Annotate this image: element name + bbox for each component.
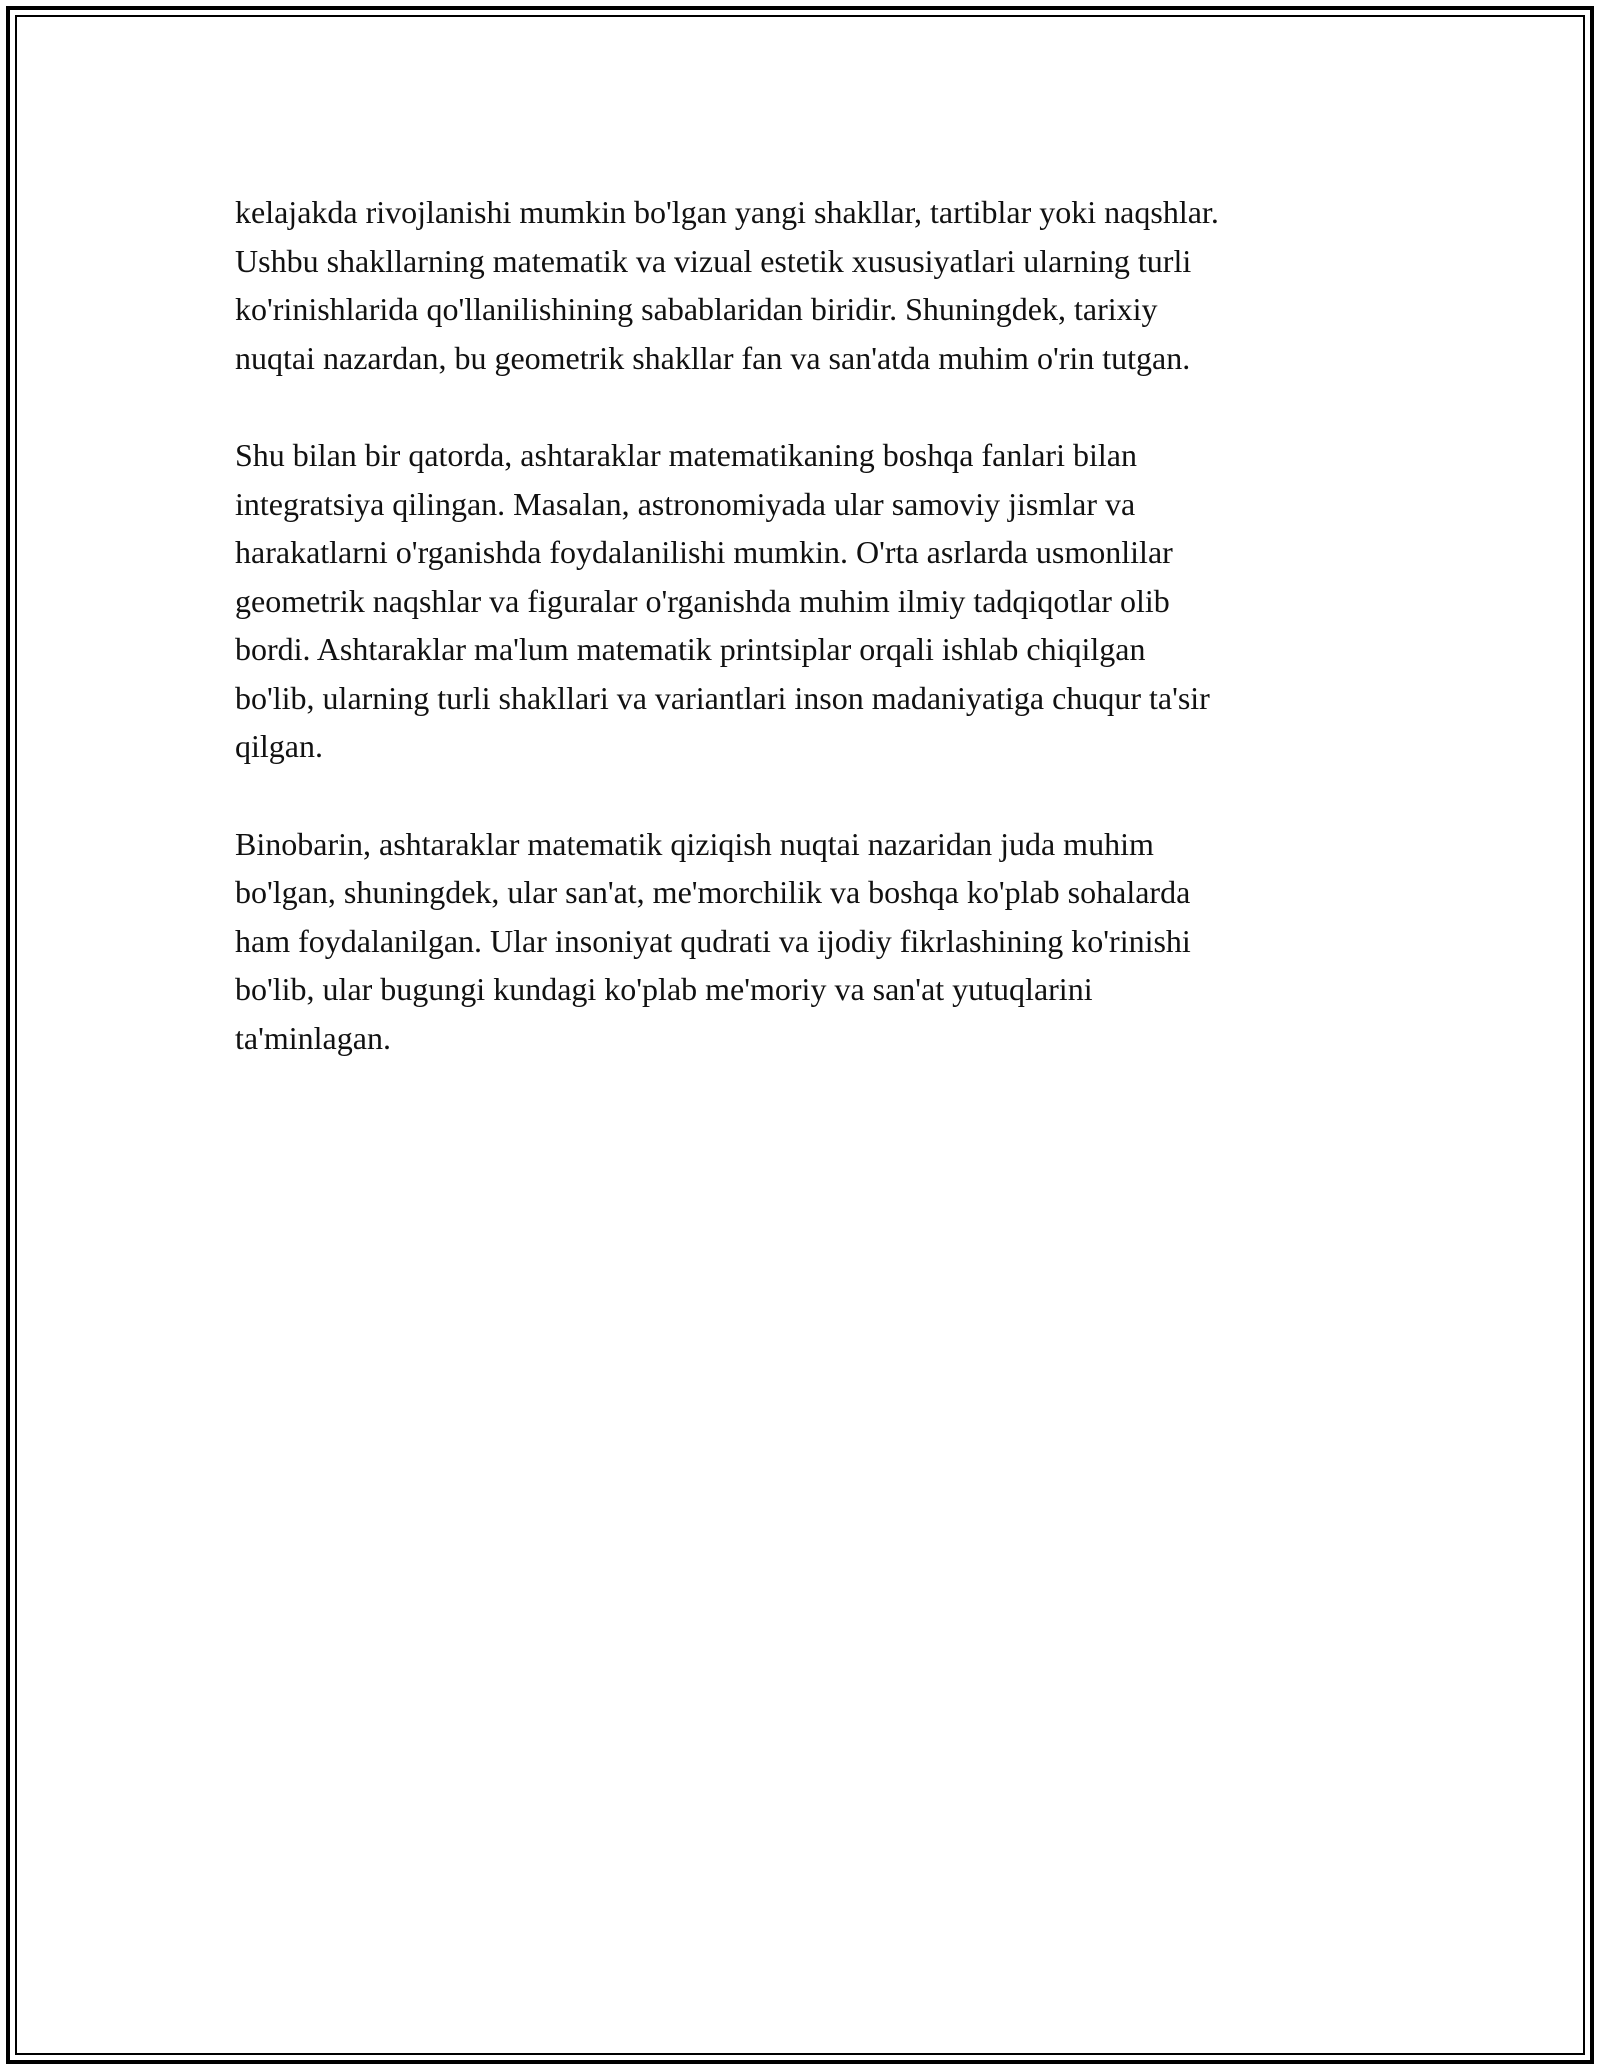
paragraph-2: Shu bilan bir qatorda, ashtaraklar matematikaning boshqa fanlari bilan integratsiya qilingan. Masalan, astronomiyada ular samoviy jismlar va harakatlarni o'rganishda foydalanilishi mumkin. O'rta asrlarda usmonlilar geometrik naqshlar va figuralar o'rganishda muhim ilmiy tadqiqotlar olib bordi. Ashtaraklar ma'lum matematik printsiplar orqali ishlab chiqilgan bo'lib, ularning turli shakllari va variantlari inson madaniyatiga chuqur ta'sir qilgan. — [235, 437, 1210, 764]
document-body — [235, 188, 1370, 1111]
paragraph-1: kelajakda rivojlanishi mumkin bo'lgan yangi shakllar, tartiblar yoki naqshlar. Ushbu shakllarning matematik va vizual estetik xususiyatlari ularning turli ko'rinishlarida qo'llanilishining sabablaridan biridir. Shuningdek, tarixiy nuqtai nazardan, bu geometrik shakllar fan va san'atda muhim o'rin tutgan. — [235, 194, 1219, 376]
paragraph-3: Binobarin, ashtaraklar matematik qiziqish nuqtai nazaridan juda muhim bo'lgan, shuningdek, ular san'at, me'morchilik va boshqa ko'plab sohalarda ham foydalanilgan. Ular insoniyat qudrati va ijodiy fikrlashining ko'rinishi bo'lib, ular bugungi kundagi ko'plab me'moriy va san'at yutuqlarini ta'minlagan. — [235, 825, 1191, 1056]
